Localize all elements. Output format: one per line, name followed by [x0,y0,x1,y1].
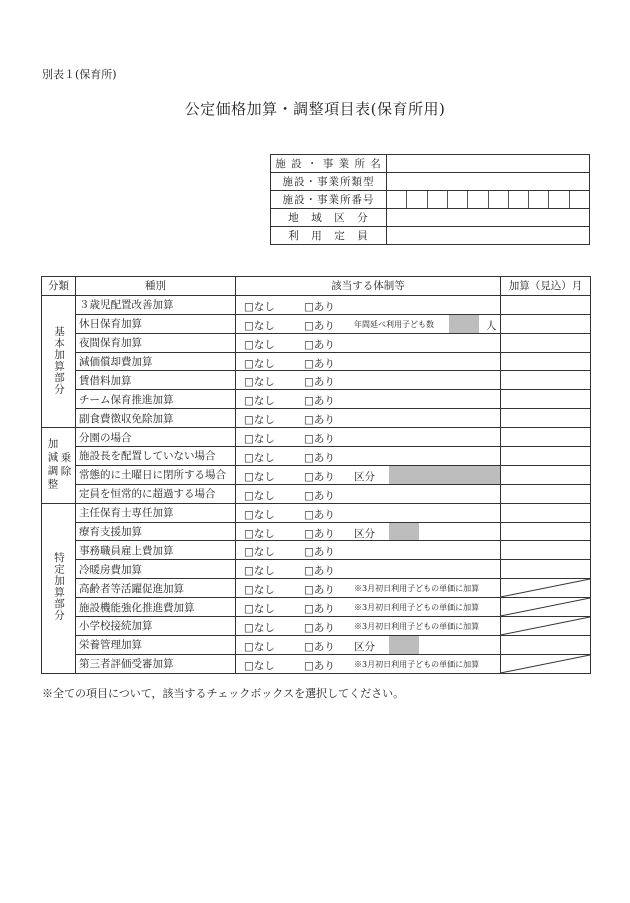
facility-info-value-field[interactable] [387,227,590,245]
item-type: 栄養管理加算 [76,635,236,654]
facility-number-digit-box[interactable] [407,191,427,208]
item-system [236,390,501,409]
checkbox-yes[interactable]: □あり [304,376,335,389]
category-label: 基本加算部分 [53,325,65,395]
facility-info-table [270,154,590,245]
item-addition[interactable] [501,635,591,654]
table-row [42,635,591,654]
table-row [42,598,591,617]
checkbox-none[interactable]: □なし [244,659,275,672]
checkbox-yes[interactable]: □あり [304,395,335,408]
diagonal-slash [501,655,590,673]
checkbox-yes[interactable]: □あり [304,357,335,370]
item-system [236,579,501,598]
item-system [236,503,501,522]
item-addition[interactable] [501,522,591,541]
item-type: 副食費徴収免除加算 [76,409,236,428]
table-row [42,617,591,636]
checkbox-none[interactable]: □なし [244,376,275,389]
item-note: ※3月初日利用子どもの単価に加算 [354,622,480,632]
item-system [236,409,501,428]
table-row [42,371,591,390]
checkbox-none[interactable]: □なし [244,319,275,332]
item-system [236,447,501,466]
facility-number-digit-box[interactable] [468,191,488,208]
item-system [236,465,501,484]
facility-number-digit-box[interactable] [549,191,569,208]
item-system [236,314,501,333]
item-addition[interactable] [501,390,591,409]
facility-info-label: 施設・事業所類型 [271,173,387,191]
item-system [236,522,501,541]
table-row [42,465,591,484]
table-row [42,333,591,352]
table-row [42,541,591,560]
checkbox-none[interactable]: □なし [244,622,275,635]
item-type: 小学校接続加算 [76,617,236,636]
item-system [236,484,501,503]
table-row [42,409,591,428]
facility-info-label: 地 域 区 分 [271,209,387,227]
checkbox-none[interactable]: □なし [244,603,275,616]
table-row [42,295,591,314]
category-adjust [42,428,76,504]
input-field[interactable] [389,466,500,484]
table-row [42,503,591,522]
checkbox-none[interactable]: □なし [244,527,275,540]
item-system [236,428,501,447]
checkbox-none[interactable]: □なし [244,584,275,597]
item-system [236,295,501,314]
table-row [42,447,591,466]
item-type: 減価償却費加算 [76,352,236,371]
checkbox-none[interactable]: □なし [244,414,275,427]
item-system [236,371,501,390]
item-note: ※3月初日利用子どもの単価に加算 [354,659,480,669]
category-basic [42,295,76,427]
facility-number-digit-box[interactable] [529,191,549,208]
table-row [42,522,591,541]
table-row [42,428,591,447]
input-field[interactable] [449,315,479,333]
item-addition[interactable] [501,541,591,560]
table-row [42,579,591,598]
facility-info-label: 施 設 ・ 事 業 所 名 [271,155,387,173]
item-addition [501,654,591,673]
kubun-label: 区分 [354,527,375,540]
checkbox-none[interactable]: □なし [244,565,275,578]
checkbox-yes[interactable]: □あり [304,300,335,313]
checkbox-none[interactable]: □なし [244,508,275,521]
table-row [42,654,591,673]
input-field[interactable] [389,636,419,654]
facility-number-digit-box[interactable] [509,191,529,208]
item-system [236,541,501,560]
item-addition [501,598,591,617]
facility-info-row [271,155,590,173]
footnote: ※全ての項目について，該当するチェックボックスを選択してください。 [42,687,405,700]
facility-info-row [271,227,590,245]
checkbox-none[interactable]: □なし [244,470,275,483]
item-addition[interactable] [501,447,591,466]
checkbox-yes[interactable]: □あり [304,603,335,616]
checkbox-none[interactable]: □なし [244,338,275,351]
item-addition [501,617,591,636]
item-system [236,654,501,673]
item-system [236,617,501,636]
item-type: 常態的に土曜日に閉所する場合 [76,465,236,484]
category-label: 特定加算部分 [53,552,65,622]
input-field[interactable] [389,523,419,541]
checkbox-yes[interactable]: □あり [304,433,335,446]
facility-number-digit-box[interactable] [387,191,407,208]
facility-number-digit-box[interactable] [448,191,468,208]
checkbox-none[interactable]: □なし [244,357,275,370]
item-type: 第三者評価受審加算 [76,654,236,673]
item-addition[interactable] [501,503,591,522]
item-type: 夜間保育加算 [76,333,236,352]
header-label: 別表１(保育所) [42,68,117,81]
facility-number-digit-box[interactable] [570,191,589,208]
item-type: 施設長を配置していない場合 [76,447,236,466]
header-addition: 加算（見込）月 [501,277,591,296]
checkbox-yes[interactable]: □あり [304,565,335,578]
item-addition[interactable] [501,409,591,428]
pricing-items-table [41,276,591,674]
checkbox-yes[interactable]: □あり [304,489,335,502]
checkbox-yes[interactable]: □あり [304,452,335,465]
item-addition[interactable] [501,560,591,579]
checkbox-none[interactable]: □なし [244,300,275,313]
document-title: 公定価格加算・調整項目表(保育所用) [184,100,446,118]
header-category: 分類 [42,277,76,296]
item-system [236,635,501,654]
checkbox-yes[interactable]: □あり [304,640,335,653]
facility-info-value-field[interactable] [387,191,590,209]
category-adjust-col1: 加減調整 [46,438,59,493]
item-addition[interactable] [501,465,591,484]
checkbox-yes[interactable]: □あり [304,414,335,427]
diagonal-slash [501,598,590,616]
item-type: 分園の場合 [76,428,236,447]
checkbox-yes[interactable]: □あり [304,470,335,483]
item-addition [501,579,591,598]
kubun-label: 区分 [354,470,375,483]
diagonal-slash [501,579,590,597]
facility-number-digit-box[interactable] [489,191,509,208]
item-type: 定員を恒常的に超過する場合 [76,484,236,503]
checkbox-yes[interactable]: □あり [304,508,335,521]
header-system: 該当する体制等 [236,277,501,296]
facility-info-value-field[interactable] [387,155,590,173]
item-system [236,352,501,371]
item-system [236,333,501,352]
category-specific [42,503,76,673]
checkbox-none[interactable]: □なし [244,395,275,408]
item-addition[interactable] [501,428,591,447]
item-type: 事務職員雇上費加算 [76,541,236,560]
kubun-label: 区分 [354,640,375,653]
table-row [42,352,591,371]
item-type: 賃借料加算 [76,371,236,390]
checkbox-none[interactable]: □なし [244,489,275,502]
checkbox-yes[interactable]: □あり [304,659,335,672]
item-addition[interactable] [501,295,591,314]
facility-info-label: 利 用 定 員 [271,227,387,245]
facility-info-value-field[interactable] [387,209,590,227]
item-addition[interactable] [501,484,591,503]
item-type: 主任保育士専任加算 [76,503,236,522]
checkbox-none[interactable]: □なし [244,546,275,559]
facility-info-row [271,191,590,209]
item-type: 冷暖房費加算 [76,560,236,579]
facility-info-value-field[interactable] [387,173,590,191]
table-row [42,390,591,409]
diagonal-slash [501,617,590,635]
checkbox-yes[interactable]: □あり [304,622,335,635]
category-adjust-col2: 乗除 [59,451,72,479]
item-note: ※3月初日利用子どもの単価に加算 [354,603,480,613]
checkbox-yes[interactable]: □あり [304,319,335,332]
facility-number-digit-box[interactable] [428,191,448,208]
item-type: 施設機能強化推進費加算 [76,598,236,617]
checkbox-none[interactable]: □なし [244,452,275,465]
item-note: 年間延べ利用子ども数 [354,319,434,329]
item-type: 休日保育加算 [76,314,236,333]
item-system [236,598,501,617]
checkbox-yes[interactable]: □あり [304,584,335,597]
facility-info-row [271,173,590,191]
table-row [42,560,591,579]
facility-info-row [271,209,590,227]
item-addition[interactable] [501,333,591,352]
item-type: 高齢者等活躍促進加算 [76,579,236,598]
item-type: 療育支援加算 [76,522,236,541]
item-note: ※3月初日利用子どもの単価に加算 [354,584,480,594]
unit-label: 人 [486,319,497,332]
table-header-row [42,277,591,296]
checkbox-yes[interactable]: □あり [304,338,335,351]
table-row [42,314,591,333]
checkbox-none[interactable]: □なし [244,640,275,653]
checkbox-none[interactable]: □なし [244,433,275,446]
header-type: 種別 [76,277,236,296]
item-addition[interactable] [501,352,591,371]
item-addition[interactable] [501,371,591,390]
table-row [42,484,591,503]
checkbox-yes[interactable]: □あり [304,527,335,540]
item-type: ３歳児配置改善加算 [76,295,236,314]
item-addition[interactable] [501,314,591,333]
item-type: チーム保育推進加算 [76,390,236,409]
checkbox-yes[interactable]: □あり [304,546,335,559]
facility-info-label: 施設・事業所番号 [271,191,387,209]
item-system [236,560,501,579]
